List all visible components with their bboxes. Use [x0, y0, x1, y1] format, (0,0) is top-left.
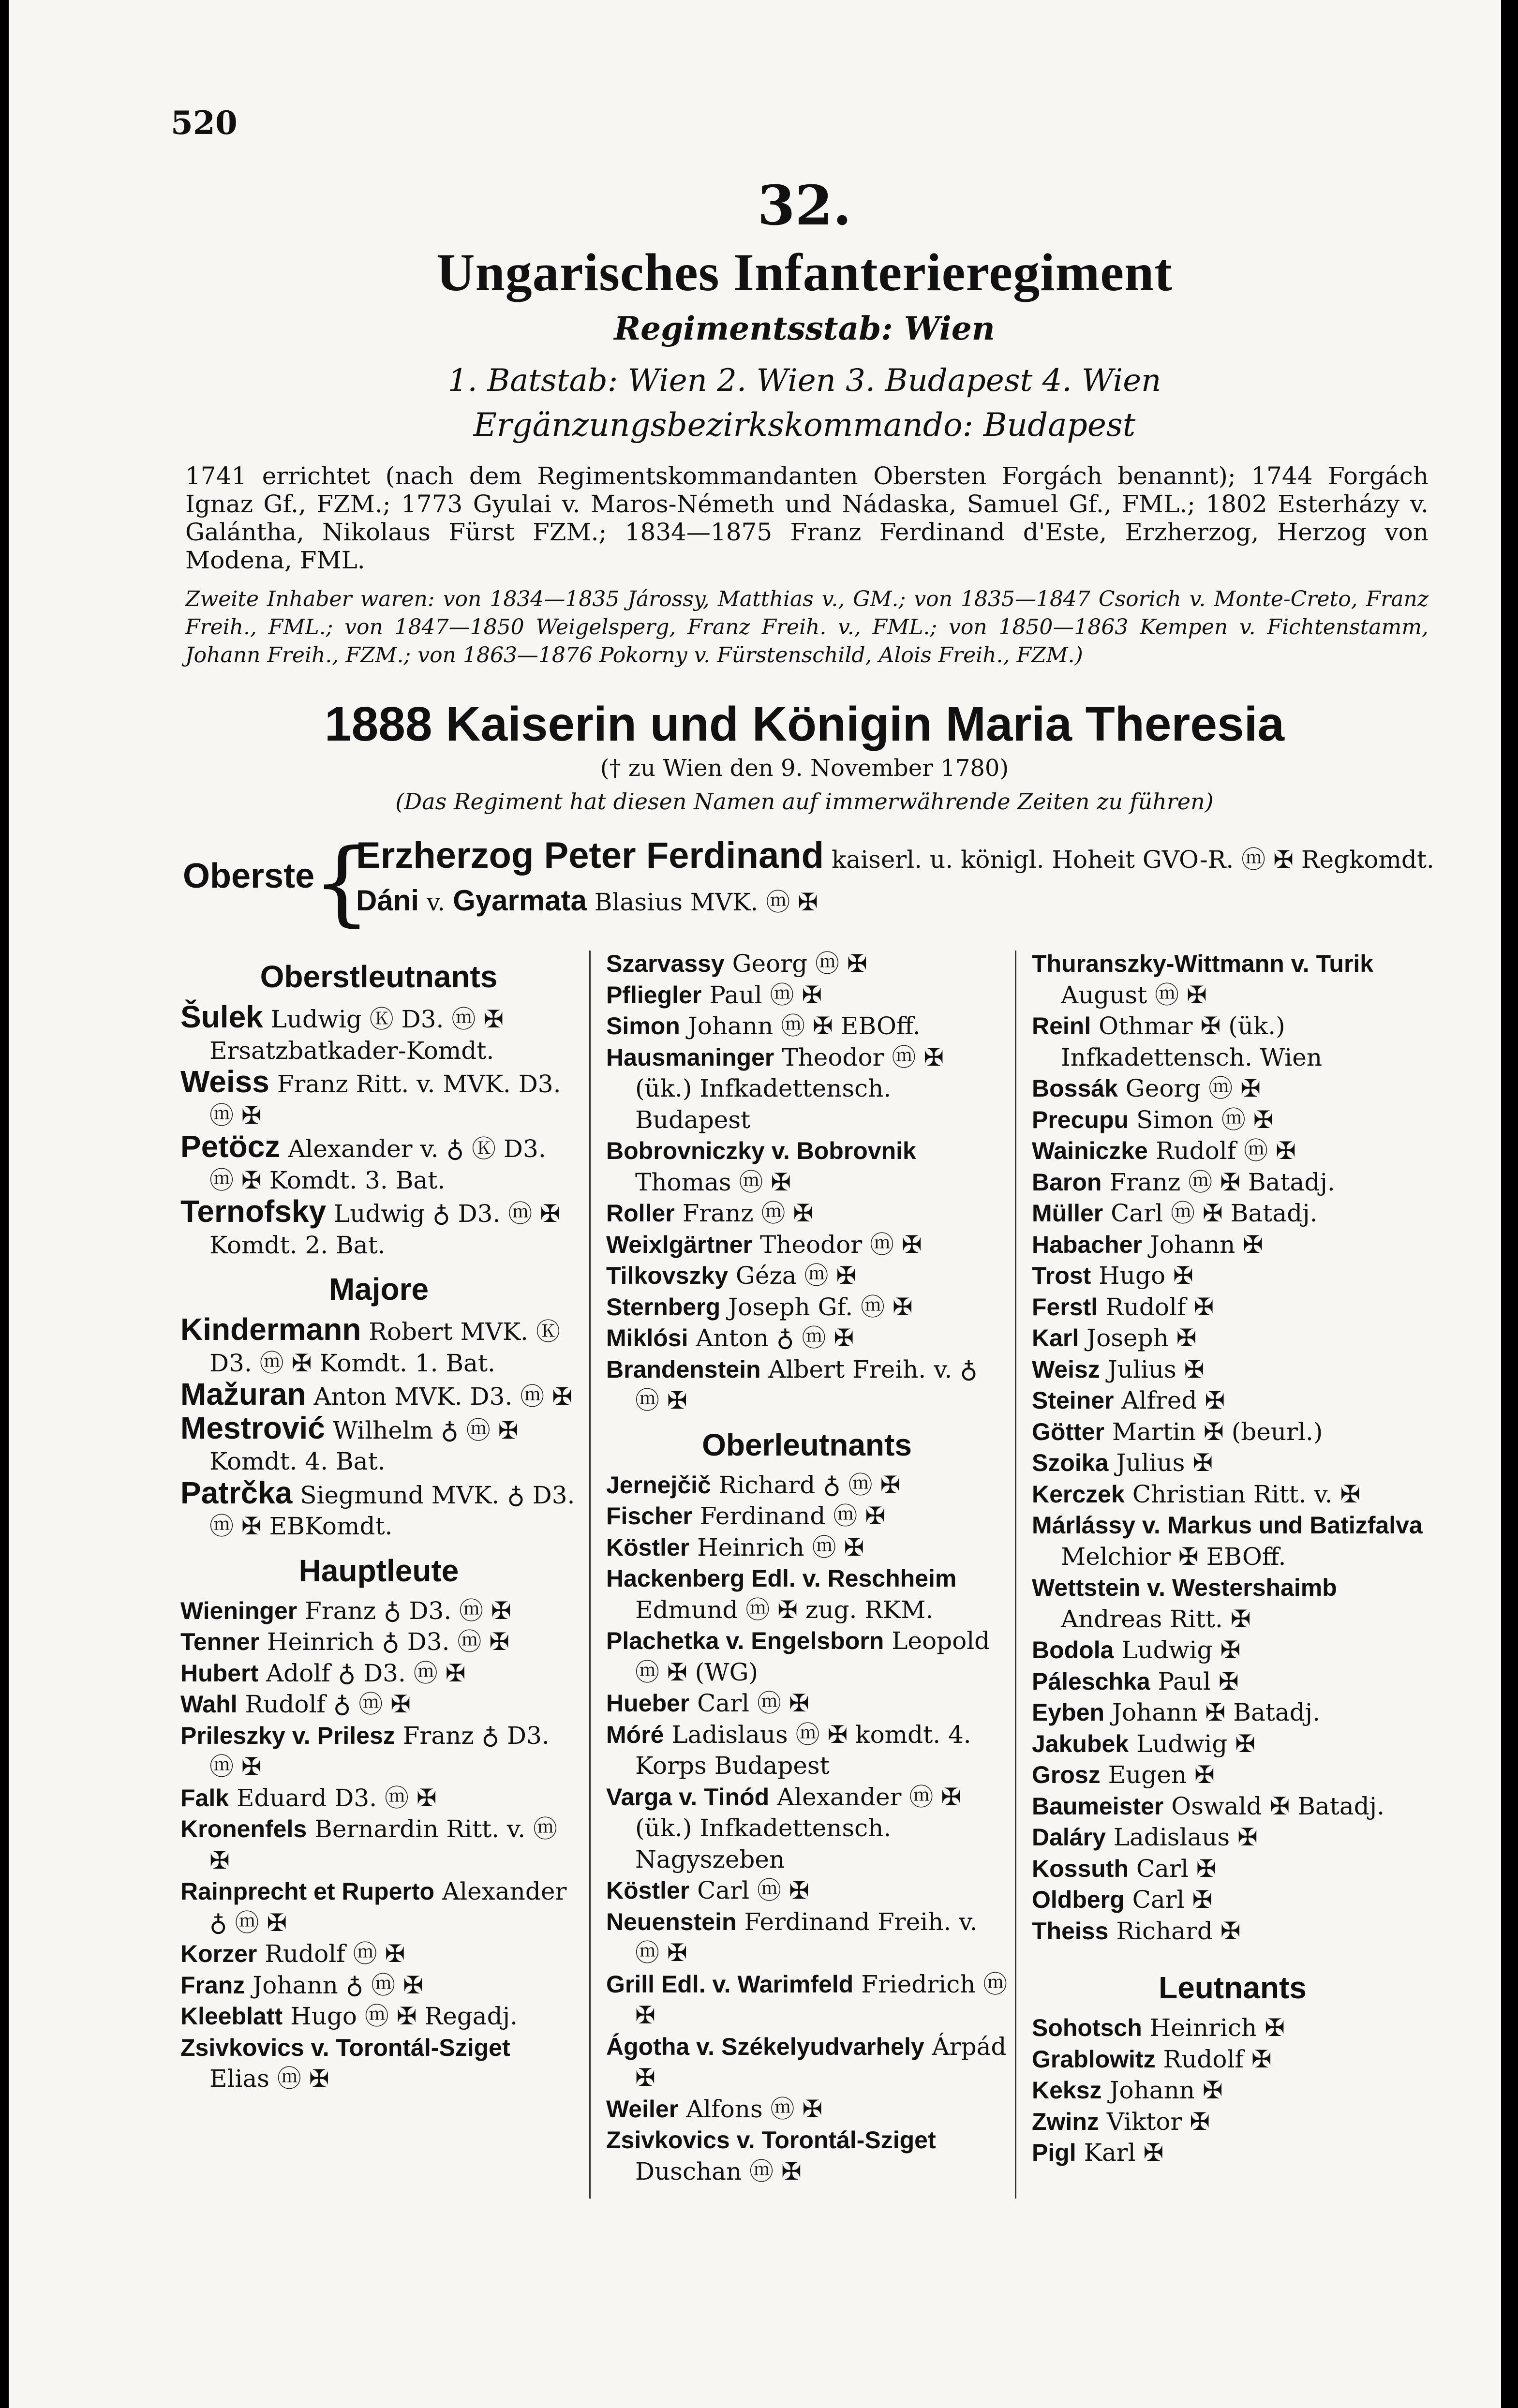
officer-surname: Bossák	[1032, 1075, 1118, 1102]
officer-surname: Sternberg	[606, 1293, 721, 1321]
officer-details: Rudolf ✠	[1163, 2045, 1272, 2073]
officer-details: Ludwig Ⓚ D3. ⓜ ✠ Ersatzbatkader-Komdt.	[209, 1005, 504, 1065]
roster-entry	[1032, 1104, 1433, 1136]
roster-entry	[180, 1412, 577, 1477]
roster-entry	[180, 1131, 577, 1196]
officer-details: Alexander ♁ ⓜ ✠	[209, 1877, 567, 1937]
officer-surname: Varga v. Tinód	[606, 1783, 770, 1811]
roster-entry	[1032, 2137, 1433, 2169]
officer-surname: Reinl	[1032, 1012, 1091, 1040]
section-heading: Oberleutnants	[702, 1427, 912, 1462]
officer-details: Karl ✠	[1084, 2139, 1164, 2167]
officer-details: Melchior ✠ EBOff.	[1061, 1542, 1286, 1571]
roster-entry	[180, 1783, 577, 1814]
officer-details: Rudolf ✠	[1105, 1293, 1214, 1321]
roster-entry	[1032, 2012, 1433, 2044]
roster-entry	[606, 1501, 1008, 1532]
officer-surname: Mažuran	[180, 1377, 306, 1412]
officer-details: Adolf ♁ D3. ⓜ ✠	[266, 1659, 466, 1687]
roster-entry	[606, 948, 1008, 980]
roster-entry	[606, 1135, 1008, 1198]
oberst-entry	[356, 883, 818, 918]
officer-details: Eduard D3. ⓜ ✠	[236, 1784, 437, 1812]
officer-surname: Tenner	[180, 1628, 259, 1655]
document-page	[9, 0, 1501, 2408]
officer-details: Johann ✠	[1149, 1230, 1264, 1259]
roster-entry	[180, 2032, 577, 2095]
regiment-name-heading: 1888 Kaiserin und Königin Maria Theresia	[325, 697, 1284, 751]
officer-details: Viktor ✠	[1106, 2107, 1210, 2136]
officer-surname: Wainiczke	[1032, 1137, 1148, 1164]
oberst-details: kaiserl. u. königl. Hoheit GVO-R. ⓜ ✠ Regkomdt.	[831, 846, 1434, 874]
name-note: (Das Regiment hat diesen Namen auf immerwährende Zeiten zu führen)	[395, 788, 1214, 815]
officer-details: Anton ♁ ⓜ ✠	[696, 1324, 854, 1352]
officer-details: August ⓜ ✠	[1061, 981, 1207, 1009]
officer-surname: Franz	[180, 1971, 245, 1999]
roster-entry	[180, 1595, 577, 1627]
officer-surname: Zwinz	[1032, 2108, 1099, 2135]
page-number: 520	[171, 104, 238, 142]
officer-surname: Habacher	[1032, 1231, 1142, 1258]
roster-entry	[180, 1379, 577, 1412]
roster-entry	[180, 2001, 577, 2032]
officer-details: Albert Freih. v. ♁ ⓜ ✠	[635, 1355, 978, 1414]
officer-surname: Hueber	[606, 1690, 690, 1717]
roster-entry	[1032, 1884, 1433, 1916]
officer-details: Rudolf ⓜ ✠	[265, 1940, 405, 1968]
officer-details: Georg ⓜ ✠	[1125, 1074, 1261, 1102]
roster-entry	[180, 1477, 577, 1542]
roster-entry	[606, 1470, 1008, 1501]
officer-details: Ludwig ✠	[1121, 1636, 1241, 1664]
officer-details: Rudolf ⓜ ✠	[1155, 1137, 1296, 1165]
officer-surname: Weiss	[180, 1064, 269, 1099]
officer-details: Hugo ⓜ ✠ Regadj.	[290, 2002, 518, 2030]
officer-surname: Weisz	[1032, 1355, 1100, 1383]
roster-entry	[606, 1875, 1008, 1906]
roster-entry	[180, 1658, 577, 1689]
column-divider	[1015, 951, 1016, 2199]
section-heading: Leutnants	[1159, 1970, 1307, 2005]
roster-entry	[1032, 1822, 1433, 1853]
officer-details: Thomas ⓜ ✠	[635, 1168, 791, 1196]
officer-surname: Petöcz	[180, 1129, 281, 1164]
officer-surname: Karl	[1032, 1324, 1079, 1352]
officer-details: Anton MVK. D3. ⓜ ✠	[313, 1382, 573, 1411]
page-edge	[1501, 0, 1518, 2408]
officer-surname: Ferstl	[1032, 1293, 1098, 1321]
roster-entry	[606, 2125, 1008, 2187]
officer-surname: Keksz	[1032, 2077, 1102, 2104]
officer-surname: Pigl	[1032, 2139, 1076, 2166]
column-3	[1032, 948, 1433, 2169]
officer-surname: Kossuth	[1032, 1855, 1129, 1882]
officer-surname: Baron	[1032, 1168, 1102, 1196]
officer-surname: Götter	[1032, 1418, 1104, 1445]
officer-surname: Kindermann	[180, 1312, 361, 1347]
officer-surname: Thuranszky-Wittmann v. Turik	[1032, 950, 1374, 977]
officer-surname: Oldberg	[1032, 1886, 1125, 1913]
officer-details: Georg ⓜ ✠	[732, 950, 867, 978]
officer-surname: Kerczek	[1032, 1480, 1125, 1508]
officer-details: Alfons ⓜ ✠	[686, 2095, 823, 2123]
officer-surname: Wettstein v. Westershaimb	[1032, 1574, 1337, 1601]
officer-details: Robert MVK. Ⓚ D3. ⓜ ✠ Komdt. 1. Bat.	[209, 1318, 560, 1377]
officer-surname: Prileszky v. Prilesz	[180, 1722, 395, 1749]
roster-entry	[606, 1042, 1008, 1136]
officer-surname: Daláry	[1032, 1824, 1106, 1851]
officer-surname: Korzer	[180, 1940, 257, 1967]
roster-entry	[1032, 1167, 1433, 1198]
roster-entry	[606, 1719, 1008, 1782]
officer-surname: Patrčka	[180, 1475, 293, 1510]
history-paragraph: 1741 errichtet (nach dem Regimentskommandanten Obersten Forgách benannt); 1744 Forgách Ignaz Gf., FZM.; 1773 Gyulai v. Maros-Németh und Nádaska, Samuel Gf., FML.; 1802 Esterházy v. Galántha, Nikolaus Fürst FZM.; 1834—1875 Franz Ferdinand d'Este, Erzherzog, Herzog von Modena, FML.	[185, 462, 1429, 574]
officer-details: Andreas Ritt. ✠	[1061, 1605, 1251, 1633]
second-owners-paragraph: Zweite Inhaber waren: von 1834—1835 Járossy, Matthias v., GM.; von 1835—1847 Csorich v. Monte-Creto, Franz Freih., FML.; von 1847—1850 Weigelsperg, Franz Freih. v., FML.; von 1850—1863 Kempen v. Fichtenstamm, Johann Freih., FZM.; von 1863—1876 Pokorny v. Fürstenschild, Alois Freih., FZM.)	[185, 587, 1429, 668]
officer-surname: Grosz	[1032, 1761, 1101, 1788]
officer-surname: Wieninger	[180, 1597, 298, 1624]
roster-entry	[1032, 2106, 1433, 2138]
roster-entry	[1032, 1759, 1433, 1791]
officer-details: Johann ✠	[1109, 2076, 1223, 2104]
oberst-name: Gyarmata	[453, 884, 587, 917]
roster-entry	[1032, 1135, 1433, 1167]
roster-entry	[1032, 1323, 1433, 1354]
officer-details: Géza ⓜ ✠	[735, 1262, 857, 1290]
officer-surname: Trost	[1032, 1262, 1091, 1289]
officer-surname: Hackenberg Edl. v. Reschheim	[606, 1565, 957, 1592]
roster-entry	[606, 1532, 1008, 1563]
roster-entry	[180, 1001, 577, 1066]
officer-details: Heinrich ✠	[1149, 2014, 1285, 2042]
roster-entry	[1032, 1447, 1433, 1479]
oberst-name: Dáni	[356, 884, 419, 917]
roster-entry	[1032, 1916, 1433, 1947]
oberst-entry	[356, 834, 1434, 877]
officer-surname: Grill Edl. v. Warimfeld	[606, 1970, 854, 1998]
oberst-name: Erzherzog Peter Ferdinand	[356, 835, 824, 876]
officer-surname: Mestrović	[180, 1410, 325, 1445]
roster-entry	[180, 1196, 577, 1261]
officer-surname: Brandenstein	[606, 1355, 761, 1383]
roster-entry	[1032, 1728, 1433, 1760]
officer-details: Heinrich ♁ D3. ⓜ ✠	[267, 1628, 510, 1656]
roster-entry	[1032, 1479, 1433, 1510]
roster-entry	[606, 1563, 1008, 1625]
officer-surname: Köstler	[606, 1877, 690, 1904]
officer-details: Árpád ✠	[635, 2032, 1007, 2092]
officer-details: Joseph Gf. ⓜ ✠	[728, 1293, 913, 1321]
officer-details: Martin ✠ (beurl.)	[1112, 1417, 1323, 1446]
officer-details: Rudolf ♁ ⓜ ✠	[245, 1690, 411, 1718]
officer-details: Ludwig ♁ D3. ⓜ ✠ Komdt. 2. Bat.	[209, 1200, 561, 1259]
officer-surname: Zsivkovics v. Torontál-Sziget	[606, 2126, 936, 2154]
officer-surname: Kronenfels	[180, 1815, 307, 1843]
officer-surname: Plachetka v. Engelsborn	[606, 1627, 884, 1654]
roster-entry	[1032, 948, 1433, 1011]
roster-entry	[606, 1906, 1008, 1969]
officer-details: Franz ♁ D3. ⓜ ✠	[305, 1596, 511, 1625]
roster-entry	[1032, 1572, 1433, 1635]
officer-details: Carl ⓜ ✠ Batadj.	[1111, 1199, 1318, 1227]
officer-details: Alexander v. ♁ Ⓚ D3. ⓜ ✠ Komdt. 3. Bat.	[209, 1135, 546, 1194]
officer-surname: Grablowitz	[1032, 2045, 1156, 2073]
officer-surname: Wahl	[180, 1691, 238, 1718]
officer-details: Ludwig ✠	[1136, 1729, 1256, 1758]
officer-details: Franz ⓜ ✠	[682, 1199, 814, 1227]
officer-surname: Müller	[1032, 1200, 1103, 1227]
officer-details: Eugen ✠	[1108, 1761, 1215, 1789]
oberst-name-particle: v.	[426, 888, 446, 916]
officer-surname: Szarvassy	[606, 950, 725, 977]
roster-entry	[606, 1688, 1008, 1719]
roster-entry	[606, 1625, 1008, 1688]
officer-details: Duschan ⓜ ✠	[635, 2157, 802, 2185]
roster-entry	[180, 1938, 577, 1970]
officer-details: Bernardin Ritt. v. ⓜ ✠	[209, 1815, 558, 1874]
roster-entry	[606, 1229, 1008, 1261]
roster-entry	[1032, 1791, 1433, 1822]
officer-surname: Fischer	[606, 1502, 692, 1530]
roster-entry	[606, 1011, 1008, 1042]
roster-entry	[180, 1813, 577, 1876]
officer-surname: Eyben	[1032, 1699, 1105, 1726]
officer-details: Franz ♁ D3. ⓜ ✠	[209, 1721, 550, 1781]
officer-details: Franz ⓜ ✠ Batadj.	[1109, 1168, 1335, 1196]
officer-details: Leopold ⓜ ✠ (WG)	[635, 1627, 990, 1686]
roster-entry	[1032, 2075, 1433, 2106]
officer-surname: Szoika	[1032, 1449, 1109, 1476]
regiment-title: Ungarisches Infanterieregiment	[436, 243, 1173, 302]
roster-entry	[1032, 1510, 1433, 1572]
roster-entry	[1032, 1416, 1433, 1448]
officer-surname: Theiss	[1032, 1917, 1109, 1945]
regimentsstab: Regimentsstab: Wien	[614, 310, 995, 347]
officer-details: Johann ♁ ⓜ ✠	[253, 1971, 423, 1999]
column-2	[606, 948, 1008, 2187]
officer-surname: Weixlgärtner	[606, 1231, 752, 1258]
oberste-label: Oberste	[183, 857, 315, 895]
officer-surname: Weiler	[606, 2095, 679, 2123]
officer-details: Joseph ✠	[1086, 1324, 1197, 1352]
officer-details: Franz Ritt. v. MVK. D3. ⓜ ✠	[209, 1070, 561, 1130]
officer-details: Alexander ⓜ ✠ (ük.) Infkadettensch. Nagyszeben	[635, 1783, 962, 1873]
roster-entry	[1032, 1354, 1433, 1385]
roster-entry	[180, 1314, 577, 1379]
officer-details: Paul ✠	[1158, 1667, 1239, 1695]
roster-entry	[1032, 1853, 1433, 1885]
roster-entry	[606, 1323, 1008, 1354]
officer-details: Julius ✠	[1116, 1449, 1213, 1477]
officer-surname: Šulek	[180, 999, 263, 1034]
officer-details: Oswald ✠ Batadj.	[1171, 1792, 1385, 1820]
officer-details: Richard ♁ ⓜ ✠	[718, 1471, 901, 1499]
officer-details: Edmund ⓜ ✠ zug. RKM.	[635, 1595, 934, 1624]
officer-surname: Sohotsch	[1032, 2014, 1142, 2041]
officer-details: Ladislaus ⓜ ✠ komdt. 4. Korps Budapest	[635, 1720, 971, 1780]
batstab: 1. Batstab: Wien 2. Wien 3. Budapest 4. Wien	[447, 363, 1161, 399]
officer-details: Heinrich ⓜ ✠	[697, 1533, 864, 1561]
roster-entry	[606, 980, 1008, 1011]
roster-entry	[180, 1066, 577, 1131]
roster-entry	[1032, 1198, 1433, 1229]
officer-surname: Móré	[606, 1721, 664, 1748]
officer-surname: Precupu	[1032, 1106, 1129, 1133]
officer-details: Julius ✠	[1107, 1355, 1205, 1383]
roster-entry	[1032, 1385, 1433, 1416]
roster-entry	[1032, 1635, 1433, 1666]
officer-details: Paul ⓜ ✠	[709, 981, 822, 1009]
officer-surname: Baumeister	[1032, 1792, 1164, 1820]
roster-entry	[1032, 1011, 1433, 1073]
officer-details: Friedrich ⓜ ✠	[635, 1970, 1008, 2029]
roster-entry	[180, 1720, 577, 1783]
officer-surname: Bodola	[1032, 1636, 1114, 1664]
officer-surname: Bobrovniczky v. Bobrovnik	[606, 1137, 916, 1164]
roster-entry	[606, 2031, 1008, 2094]
officer-details: Johann ⓜ ✠ EBOff.	[687, 1012, 921, 1040]
roster-entry	[1032, 2044, 1433, 2075]
roster-entry	[180, 1626, 577, 1658]
roster-entry	[1032, 1666, 1433, 1697]
officer-details: Elias ⓜ ✠	[209, 2065, 329, 2093]
officer-details: Simon ⓜ ✠	[1136, 1105, 1274, 1134]
officer-details: Carl ✠	[1132, 1886, 1213, 1914]
roster-entry	[606, 1292, 1008, 1323]
officer-surname: Páleschka	[1032, 1667, 1150, 1695]
officer-surname: Rainprecht et Ruperto	[180, 1878, 435, 1905]
roster-entry	[1032, 1229, 1433, 1261]
roster-entry	[1032, 1260, 1433, 1292]
officer-surname: Falk	[180, 1784, 229, 1812]
officer-surname: Ternofsky	[180, 1194, 327, 1229]
section-heading: Hauptleute	[298, 1553, 459, 1588]
officer-surname: Simon	[606, 1012, 680, 1040]
officer-details: Carl ⓜ ✠	[697, 1876, 809, 1904]
officer-surname: Márlássy v. Markus und Batizfalva	[1032, 1512, 1423, 1539]
officer-surname: Köstler	[606, 1533, 690, 1561]
officer-surname: Jernejčič	[606, 1471, 711, 1499]
officer-surname: Kleeblatt	[180, 2003, 283, 2030]
roster-entry	[180, 1970, 577, 2001]
officer-surname: Roller	[606, 1200, 675, 1227]
officer-details: Alfred ✠	[1121, 1386, 1225, 1414]
officer-surname: Tilkovszky	[606, 1262, 729, 1289]
roster-entry	[606, 2094, 1008, 2125]
column-1	[180, 948, 577, 2095]
officer-details: Wilhelm ♁ ⓜ ✠ Komdt. 4. Bat.	[209, 1416, 519, 1475]
officer-details: Ferdinand Freih. v. ⓜ ✠	[635, 1907, 978, 1967]
roster-entry	[1032, 1292, 1433, 1323]
roster-entry	[180, 1876, 577, 1938]
roster-entry	[1032, 1697, 1433, 1728]
officer-surname: Jakubek	[1032, 1730, 1129, 1757]
roster-entry	[606, 1354, 1008, 1416]
roster-entry	[606, 1198, 1008, 1229]
roster-entry	[606, 1782, 1008, 1875]
column-divider	[589, 951, 591, 2199]
officer-surname: Steiner	[1032, 1387, 1114, 1414]
officer-surname: Hubert	[180, 1659, 259, 1687]
officer-details: Ladislaus ✠	[1113, 1823, 1258, 1851]
ergaenzungsbezirk: Ergänzungsbezirkskommando: Budapest	[473, 406, 1136, 444]
section-heading: Majore	[328, 1272, 429, 1307]
officer-details: Christian Ritt. v. ✠	[1132, 1480, 1361, 1508]
brace-icon: {	[313, 829, 371, 936]
officer-surname: Miklósi	[606, 1324, 688, 1352]
officer-details: Carl ✠	[1136, 1854, 1217, 1883]
officer-details: Siegmund MVK. ♁ D3. ⓜ ✠ EBKomdt.	[209, 1481, 575, 1540]
roster-entry	[180, 1689, 577, 1720]
officer-surname: Neuenstein	[606, 1908, 737, 1935]
regiment-number: 32.	[757, 174, 852, 238]
officer-surname: Pfliegler	[606, 981, 702, 1009]
roster-entry	[1032, 1073, 1433, 1104]
roster-entry	[606, 1969, 1008, 2031]
officer-details: Othmar ✠ (ük.) Infkadettensch. Wien	[1061, 1012, 1323, 1071]
officer-details: Theodor ⓜ ✠	[759, 1230, 922, 1259]
officer-surname: Ágotha v. Székelyudvarhely	[606, 2033, 924, 2060]
death-note: († zu Wien den 9. November 1780)	[600, 755, 1009, 782]
section-heading: Oberstleutnants	[260, 959, 498, 994]
oberst-details: Blasius MVK. ⓜ ✠	[594, 888, 818, 916]
officer-details: Carl ⓜ ✠	[697, 1689, 809, 1717]
officer-details: Theodor ⓜ ✠ (ük.) Infkadettensch. Budapest	[635, 1043, 944, 1134]
officer-details: Johann ✠ Batadj.	[1112, 1698, 1321, 1726]
officer-surname: Zsivkovics v. Torontál-Sziget	[180, 2034, 510, 2061]
officer-details: Richard ✠	[1116, 1917, 1241, 1945]
officer-surname: Hausmaninger	[606, 1043, 774, 1071]
officer-details: Hugo ✠	[1099, 1262, 1193, 1290]
roster-entry	[606, 1260, 1008, 1292]
officer-details: Ferdinand ⓜ ✠	[699, 1502, 886, 1530]
